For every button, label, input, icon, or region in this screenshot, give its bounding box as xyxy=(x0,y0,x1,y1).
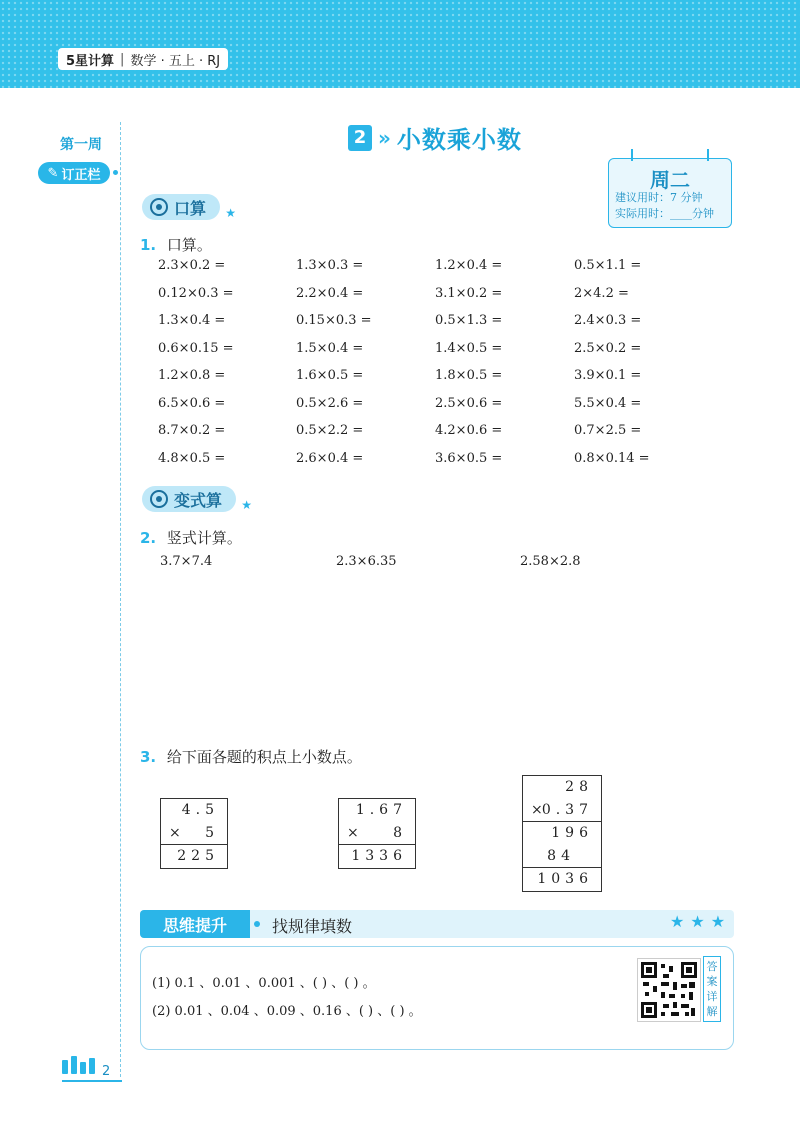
oral-item: 0.5×1.1 = xyxy=(574,258,642,273)
multiplication-box-2 xyxy=(338,798,416,869)
question-3-heading xyxy=(140,746,362,767)
oral-item: 5.5×0.4 = xyxy=(574,396,642,411)
oral-item: 3.1×0.2 = xyxy=(435,286,503,301)
multiply-sign: × xyxy=(169,825,181,841)
section-label-oral: 口算 xyxy=(174,198,207,218)
partial-product: 84 xyxy=(547,848,575,864)
oral-item: 0.5×2.6 = xyxy=(296,396,364,411)
oral-item: 2.3×0.2 = xyxy=(158,258,226,273)
difficulty-stars: ★★★ xyxy=(670,912,732,931)
product: 225 xyxy=(177,848,219,864)
oral-item: 2×4.2 = xyxy=(574,286,629,301)
stopwatch-icon xyxy=(150,198,168,216)
oral-item: 3.6×0.5 = xyxy=(435,451,503,466)
target-icon xyxy=(150,490,168,508)
qr-code[interactable] xyxy=(637,958,701,1022)
oral-item: 3.9×0.1 = xyxy=(574,368,642,383)
oral-item: 0.7×2.5 = xyxy=(574,423,642,438)
thinking-subtitle: 找规律填数 xyxy=(272,917,353,936)
margin-dashed-line xyxy=(120,122,121,1077)
multiplication-box-3 xyxy=(522,775,602,892)
oral-item: 0.5×1.3 = xyxy=(435,313,503,328)
multiplicand: 28 xyxy=(565,779,593,795)
question-3-text: 给下面各题的积点上小数点。 xyxy=(166,748,362,766)
star-icon: ★ xyxy=(225,206,237,220)
question-1-text: 口算。 xyxy=(166,236,212,254)
oral-item: 0.5×2.2 = xyxy=(296,423,364,438)
week-label: 第一周 xyxy=(60,137,102,153)
oral-item: 1.3×0.4 = xyxy=(158,313,226,328)
oral-item: 1.2×0.8 = xyxy=(158,368,226,383)
oral-item: 4.8×0.5 = xyxy=(158,451,226,466)
oral-item: 2.5×0.6 = xyxy=(435,396,503,411)
product: 1336 xyxy=(351,848,407,864)
partial-product: 196 xyxy=(551,825,593,841)
oral-item: 1.8×0.5 = xyxy=(435,368,503,383)
oral-item: 1.5×0.4 = xyxy=(296,341,364,356)
actual-time: 实际用时：____分钟 xyxy=(615,207,714,220)
series-label xyxy=(58,48,228,70)
lesson-title xyxy=(348,120,522,155)
suggested-time: 建议用时：7 分钟 xyxy=(615,191,703,204)
brand-name: 5星计算 xyxy=(66,53,115,69)
subject-label: 数学 · 五上 · RJ xyxy=(130,53,221,69)
pencil-icon: ✎ xyxy=(47,165,59,181)
pattern-item-2: (2) 0.01 、0.04 、0.09 、0.16 、( ) 、( ) 。 xyxy=(152,1004,422,1019)
lesson-number: 2 xyxy=(348,125,372,151)
multiply-sign: × xyxy=(531,802,543,818)
product: 1036 xyxy=(537,871,593,887)
oral-item: 8.7×0.2 = xyxy=(158,423,226,438)
oral-item: 1.2×0.4 = xyxy=(435,258,503,273)
section-tab-variant xyxy=(142,486,253,512)
section-tab-oral xyxy=(142,194,237,220)
page-number: 2 xyxy=(102,1064,111,1079)
oral-item: 2.5×0.2 = xyxy=(574,341,642,356)
lesson-title-text: 小数乘小数 xyxy=(396,126,522,154)
multiplication-box-1 xyxy=(160,798,228,869)
multiplicand: 4.5 xyxy=(181,802,219,818)
oral-item: 4.2×0.6 = xyxy=(435,423,503,438)
multiplier: 8 xyxy=(393,825,407,841)
question-2-heading xyxy=(140,527,242,548)
question-1-heading xyxy=(140,234,212,255)
section-label-variant: 变式算 xyxy=(174,490,223,510)
oral-item: 0.8×0.14 = xyxy=(574,451,650,466)
oral-item: 2.6×0.4 = xyxy=(296,451,364,466)
chevron-right-icon: » xyxy=(378,125,391,150)
oral-item: 2.4×0.3 = xyxy=(574,313,642,328)
multiplier: 0.37 xyxy=(541,802,593,818)
pattern-item-1: (1) 0.1 、0.01 、0.001 、( ) 、( ) 。 xyxy=(152,976,376,991)
oral-item: 0.6×0.15 = xyxy=(158,341,234,356)
vertical-problem: 3.7×7.4 xyxy=(160,554,213,569)
multiplicand: 1.67 xyxy=(355,802,407,818)
vertical-problem: 2.58×2.8 xyxy=(520,554,581,569)
answer-explanation-label: 答 案 详 解 xyxy=(703,956,721,1022)
day-card xyxy=(608,158,732,228)
oral-item: 6.5×0.6 = xyxy=(158,396,226,411)
question-1-number: 1. xyxy=(140,236,157,254)
correction-label: 订正栏 xyxy=(61,167,101,183)
day-title: 周二 xyxy=(650,168,690,192)
question-2-text: 竖式计算。 xyxy=(166,529,242,547)
question-2-number: 2. xyxy=(140,529,157,547)
oral-item: 1.3×0.3 = xyxy=(296,258,364,273)
question-3-number: 3. xyxy=(140,748,157,766)
vertical-problem: 2.3×6.35 xyxy=(336,554,397,569)
oral-item: 1.4×0.5 = xyxy=(435,341,503,356)
header-band xyxy=(0,0,800,88)
multiply-sign: × xyxy=(347,825,359,841)
oral-item: 2.2×0.4 = xyxy=(296,286,364,301)
multiplier: 5 xyxy=(205,825,219,841)
oral-item: 0.12×0.3 = xyxy=(158,286,234,301)
oral-item: 0.15×0.3 = xyxy=(296,313,372,328)
thinking-label: 思维提升 xyxy=(140,910,250,938)
correction-badge xyxy=(38,162,110,184)
star-icon: ★ xyxy=(241,498,253,512)
oral-item: 1.6×0.5 = xyxy=(296,368,364,383)
books-icon xyxy=(62,1056,95,1074)
header-separator: | xyxy=(120,51,125,67)
